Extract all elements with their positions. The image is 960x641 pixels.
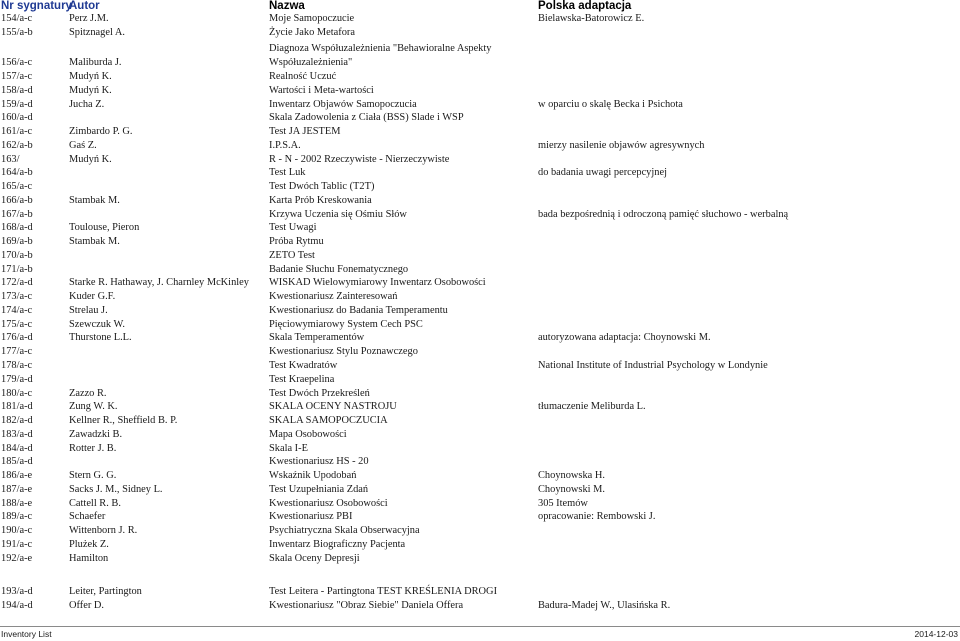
cell-adaptation: Choynowska H. bbox=[538, 470, 605, 481]
cell-signature: 171/a-b bbox=[1, 264, 33, 275]
cell-name: Inwentarz Biograficzny Pacjenta bbox=[269, 539, 406, 550]
cell-name: Badanie Słuchu Fonematycznego bbox=[269, 264, 409, 275]
cell-signature: 183/a-d bbox=[1, 429, 33, 440]
cell-signature: 172/a-d bbox=[1, 277, 33, 288]
cell-signature: 179/a-d bbox=[1, 374, 33, 385]
cell-author: Mudyń K. bbox=[69, 71, 112, 82]
cell-name: Test JA JESTEM bbox=[269, 126, 341, 137]
cell-author: Stambak M. bbox=[69, 195, 120, 206]
cell-signature: 174/a-c bbox=[1, 305, 33, 316]
cell-name: SKALA OCENY NASTROJU bbox=[269, 401, 397, 412]
cell-signature: 177/a-c bbox=[1, 346, 33, 357]
cell-adaptation: Bielawska-Batorowicz E. bbox=[538, 13, 645, 24]
cell-signature: 161/a-c bbox=[1, 126, 33, 137]
cell-name: Skala Oceny Depresji bbox=[269, 553, 360, 564]
cell-name: Kwestionariusz Stylu Poznawczego bbox=[269, 346, 418, 357]
cell-name: ZETO Test bbox=[269, 250, 315, 261]
cell-adaptation: autoryzowana adaptacja: Choynowski M. bbox=[538, 332, 711, 343]
cell-signature: 181/a-d bbox=[1, 401, 33, 412]
cell-author: Stambak M. bbox=[69, 236, 120, 247]
cell-signature: 182/a-d bbox=[1, 415, 33, 426]
cell-name: Kwestionariusz Osobowości bbox=[269, 498, 388, 509]
cell-name: Test Dwóch Tablic (T2T) bbox=[269, 181, 375, 192]
cell-author: Szewczuk W. bbox=[69, 319, 125, 330]
cell-name: Mapa Osobowości bbox=[269, 429, 347, 440]
cell-name: Inwentarz Objawów Samopoczucia bbox=[269, 99, 417, 110]
cell-author: Kuder G.F. bbox=[69, 291, 116, 302]
cell-name: Wartości i Meta-wartości bbox=[269, 85, 374, 96]
cell-signature: 168/a-d bbox=[1, 222, 33, 233]
cell-name: Test Uwagi bbox=[269, 222, 317, 233]
cell-signature: 160/a-d bbox=[1, 112, 33, 123]
cell-adaptation: Choynowski M. bbox=[538, 484, 605, 495]
cell-name: Test Kraepelina bbox=[269, 374, 335, 385]
cell-name: Życie Jako Metafora bbox=[269, 27, 355, 38]
cell-signature: 156/a-c bbox=[1, 57, 33, 68]
cell-author: Sacks J. M., Sidney L. bbox=[69, 484, 163, 495]
cell-signature: 180/a-c bbox=[1, 388, 33, 399]
cell-name: Współuzależnienia" bbox=[269, 57, 353, 68]
cell-signature: 178/a-c bbox=[1, 360, 33, 371]
cell-signature: 186/a-e bbox=[1, 470, 33, 481]
cell-signature: 193/a-d bbox=[1, 586, 33, 597]
cell-author: Stern G. G. bbox=[69, 470, 117, 481]
page-footer bbox=[0, 628, 960, 641]
cell-author: Wittenborn J. R. bbox=[69, 525, 138, 536]
cell-author: Zazzo R. bbox=[69, 388, 107, 399]
cell-signature: 164/a-b bbox=[1, 167, 33, 178]
cell-adaptation: Badura-Madej W., Ulasińska R. bbox=[538, 600, 671, 611]
cell-signature: 162/a-b bbox=[1, 140, 33, 151]
cell-name: Wskaźnik Upodobań bbox=[269, 470, 357, 481]
cell-name: Skala I-E bbox=[269, 443, 308, 454]
cell-signature: 191/a-c bbox=[1, 539, 33, 550]
cell-author: Rotter J. B. bbox=[69, 443, 117, 454]
cell-author: Jucha Z. bbox=[69, 99, 105, 110]
cell-author: Leiter, Partington bbox=[69, 586, 142, 597]
cell-name: Krzywa Uczenia się Ośmiu Słów bbox=[269, 209, 407, 220]
cell-name: Diagnoza Współuzależnienia "Behawioralne Aspekty bbox=[269, 43, 492, 54]
cell-signature: 194/a-d bbox=[1, 600, 33, 611]
cell-name: Psychiatryczna Skala Obserwacyjna bbox=[269, 525, 420, 536]
cell-signature: 176/a-d bbox=[1, 332, 33, 343]
footer-date: 2014-12-03 bbox=[914, 629, 958, 639]
cell-signature: 169/a-b bbox=[1, 236, 33, 247]
cell-name: I.P.S.A. bbox=[269, 140, 301, 151]
cell-author: Cattell R. B. bbox=[69, 498, 121, 509]
cell-signature: 158/a-d bbox=[1, 85, 33, 96]
column-header-signature: Nr sygnatury bbox=[1, 0, 72, 12]
cell-author: Mudyń K. bbox=[69, 85, 112, 96]
cell-name: Skala Zadowolenia z Ciała (BSS) Slade i WSP bbox=[269, 112, 464, 123]
cell-signature: 184/a-d bbox=[1, 443, 33, 454]
table-header bbox=[0, 0, 960, 12]
cell-name: Kwestionariusz do Badania Temperamentu bbox=[269, 305, 448, 316]
cell-adaptation: do badania uwagi percepcyjnej bbox=[538, 167, 667, 178]
cell-author: Kellner R., Sheffield B. P. bbox=[69, 415, 178, 426]
cell-adaptation: w oparciu o skalę Becka i Psichota bbox=[538, 99, 683, 110]
cell-name: Kwestionariusz HS - 20 bbox=[269, 456, 369, 467]
cell-signature: 165/a-c bbox=[1, 181, 33, 192]
cell-signature: 157/a-c bbox=[1, 71, 33, 82]
cell-name: WISKAD Wielowymiarowy Inwentarz Osobowości bbox=[269, 277, 486, 288]
cell-adaptation: 305 Itemów bbox=[538, 498, 588, 509]
cell-author: Toulouse, Pieron bbox=[69, 222, 140, 233]
cell-author: Gaś Z. bbox=[69, 140, 97, 151]
cell-signature: 159/a-d bbox=[1, 99, 33, 110]
cell-name: Skala Temperamentów bbox=[269, 332, 365, 343]
cell-signature: 166/a-b bbox=[1, 195, 33, 206]
column-header-name: Nazwa bbox=[269, 0, 305, 12]
cell-name: Kwestionariusz "Obraz Siebie" Daniela Offera bbox=[269, 600, 464, 611]
cell-name: Test Dwóch Przekreśleń bbox=[269, 388, 370, 399]
cell-signature: 163/ bbox=[1, 154, 20, 165]
cell-signature: 185/a-d bbox=[1, 456, 33, 467]
cell-adaptation: tłumaczenie Meliburda L. bbox=[538, 401, 646, 412]
cell-signature: 190/a-c bbox=[1, 525, 33, 536]
cell-signature: 155/a-b bbox=[1, 27, 33, 38]
cell-adaptation: mierzy nasilenie objawów agresywnych bbox=[538, 140, 705, 151]
cell-signature: 175/a-c bbox=[1, 319, 33, 330]
cell-author: Hamilton bbox=[69, 553, 109, 564]
cell-author: Strelau J. bbox=[69, 305, 108, 316]
cell-name: Próba Rytmu bbox=[269, 236, 324, 247]
cell-name: Kwestionariusz Zainteresowań bbox=[269, 291, 398, 302]
cell-signature: 170/a-b bbox=[1, 250, 33, 261]
cell-author: Maliburda J. bbox=[69, 57, 122, 68]
cell-author: Schaefer bbox=[69, 511, 106, 522]
cell-adaptation: bada bezpośrednią i odroczoną pamięć słuchowo - werbalną bbox=[538, 209, 789, 220]
cell-signature: 154/a-c bbox=[1, 13, 33, 24]
cell-signature: 188/a-e bbox=[1, 498, 33, 509]
cell-signature: 187/a-e bbox=[1, 484, 33, 495]
cell-adaptation: National Institute of Industrial Psychology w Londynie bbox=[538, 360, 768, 371]
cell-author: Thurstone L.L. bbox=[69, 332, 132, 343]
cell-name: Kwestionariusz PBI bbox=[269, 511, 353, 522]
cell-signature: 189/a-c bbox=[1, 511, 33, 522]
footer-title: Inventory List bbox=[1, 629, 52, 639]
cell-author: Zung W. K. bbox=[69, 401, 118, 412]
cell-name: Test Leitera - Partingtona TEST KREŚLENIA DROGI bbox=[269, 586, 498, 597]
cell-signature: 173/a-c bbox=[1, 291, 33, 302]
cell-adaptation: opracowanie: Rembowski J. bbox=[538, 511, 656, 522]
cell-author: Plużek Z. bbox=[69, 539, 109, 550]
cell-name: Pięciowymiarowy System Cech PSC bbox=[269, 319, 423, 330]
cell-name: SKALA SAMOPOCZUCIA bbox=[269, 415, 388, 426]
cell-name: Test Luk bbox=[269, 167, 306, 178]
cell-author: Mudyń K. bbox=[69, 154, 112, 165]
cell-name: Moje Samopoczucie bbox=[269, 13, 355, 24]
cell-author: Zawadzki B. bbox=[69, 429, 123, 440]
cell-name: Test Uzupełniania Zdań bbox=[269, 484, 369, 495]
cell-signature: 192/a-e bbox=[1, 553, 33, 564]
cell-name: R - N - 2002 Rzeczywiste - Nierzeczywiste bbox=[269, 154, 450, 165]
cell-name: Realność Uczuć bbox=[269, 71, 337, 82]
cell-author: Perz J.M. bbox=[69, 13, 109, 24]
cell-author: Zimbardo P. G. bbox=[69, 126, 133, 137]
cell-author: Starke R. Hathaway, J. Charnley McKinley bbox=[69, 277, 249, 288]
cell-author: Spitznagel A. bbox=[69, 27, 125, 38]
cell-author: Offer D. bbox=[69, 600, 105, 611]
cell-signature: 167/a-b bbox=[1, 209, 33, 220]
column-header-adaptation: Polska adaptacja bbox=[538, 0, 632, 12]
footer-divider bbox=[0, 626, 960, 627]
cell-name: Test Kwadratów bbox=[269, 360, 338, 371]
cell-name: Karta Prób Kreskowania bbox=[269, 195, 372, 206]
column-header-author: Autor bbox=[69, 0, 100, 12]
